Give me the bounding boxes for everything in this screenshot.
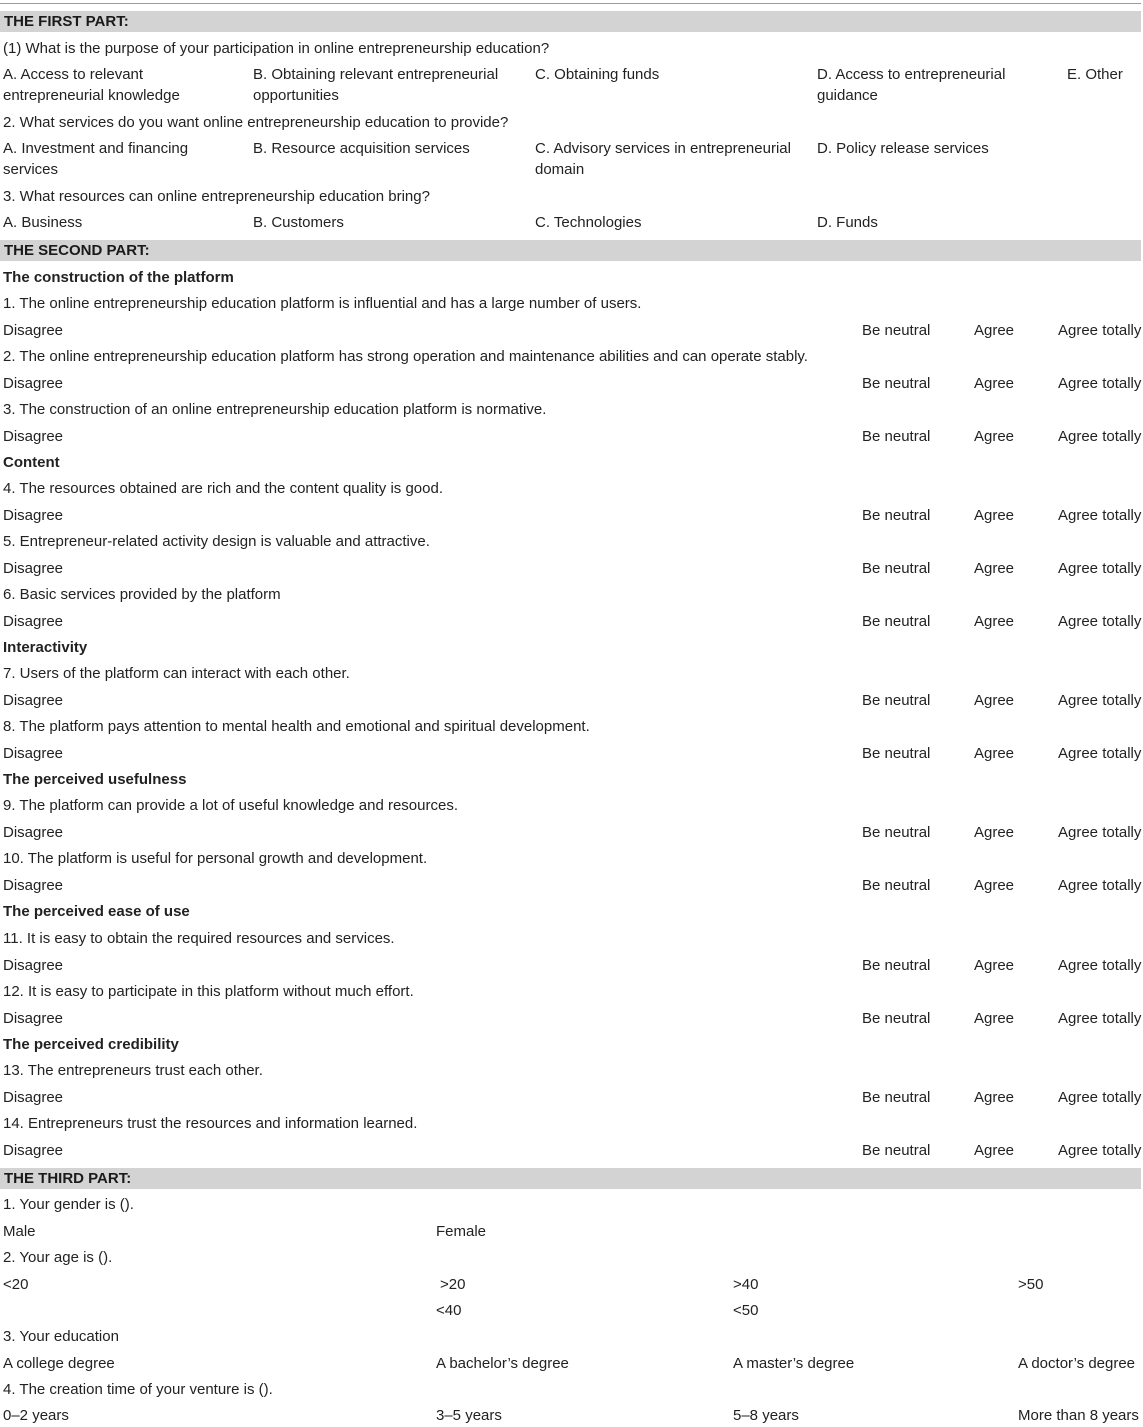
scale-agree: Agree <box>974 507 1015 524</box>
scale-agree-totally: Agree totally <box>1058 1089 1142 1106</box>
scale-disagree: Disagree <box>3 692 64 709</box>
question-text: 10. The platform is useful for personal growth and development. <box>3 850 428 867</box>
scale-disagree: Disagree <box>3 375 64 392</box>
scale-agree: Agree <box>974 957 1015 974</box>
education-option-master: A master’s degree <box>733 1355 855 1372</box>
scale-agree-totally: Agree totally <box>1058 375 1142 392</box>
age-option-under-40: <40 <box>436 1302 462 1319</box>
scale-be-neutral: Be neutral <box>862 692 931 709</box>
scale-disagree: Disagree <box>3 745 64 762</box>
scale-agree-totally: Agree totally <box>1058 957 1142 974</box>
question-text: 8. The platform pays attention to mental health and emotional and spiritual development. <box>3 718 590 735</box>
part1-q3-text: 3. What resources can online entrepreneurship education bring? <box>3 188 430 205</box>
age-option-under-50: <50 <box>733 1302 759 1319</box>
top-rule <box>0 3 1141 4</box>
part1-q1-option-e: E. Other <box>1067 66 1123 83</box>
section-title: The perceived credibility <box>3 1036 179 1053</box>
part2-header: THE SECOND PART: <box>0 240 1141 261</box>
age-option-over-40: >40 <box>733 1276 759 1293</box>
question-text: 12. It is easy to participate in this platform without much effort. <box>3 983 414 1000</box>
question-text: 3. The construction of an online entrepreneurship education platform is normative. <box>3 401 547 418</box>
part3-q1-text: 1. Your gender is (). <box>3 1196 134 1213</box>
scale-agree: Agree <box>974 613 1015 630</box>
question-text: 7. Users of the platform can interact with each other. <box>3 665 350 682</box>
question-text: 11. It is easy to obtain the required resources and services. <box>3 930 395 947</box>
scale-be-neutral: Be neutral <box>862 745 931 762</box>
scale-agree-totally: Agree totally <box>1058 877 1142 894</box>
scale-agree-totally: Agree totally <box>1058 692 1142 709</box>
age-option-over-50: >50 <box>1018 1276 1044 1293</box>
part3-header: THE THIRD PART: <box>0 1168 1141 1189</box>
part1-q3-option-a: A. Business <box>3 214 83 231</box>
venture-option-8-plus: More than 8 years <box>1018 1407 1139 1424</box>
scale-agree: Agree <box>974 428 1015 445</box>
part1-q3-option-b: B. Customers <box>253 214 344 231</box>
scale-agree: Agree <box>974 877 1015 894</box>
scale-agree: Agree <box>974 375 1015 392</box>
scale-agree-totally: Agree totally <box>1058 560 1142 577</box>
scale-disagree: Disagree <box>3 1142 64 1159</box>
question-text: 14. Entrepreneurs trust the resources and information learned. <box>3 1115 418 1132</box>
part1-q1-option-a: A. Access to relevant entrepreneurial knowledge <box>3 66 180 104</box>
scale-agree-totally: Agree totally <box>1058 428 1142 445</box>
scale-be-neutral: Be neutral <box>862 877 931 894</box>
part1-q2-option-a: A. Investment and financing services <box>3 140 189 178</box>
part1-q1-text: (1) What is the purpose of your participation in online entrepreneurship education? <box>3 40 550 57</box>
part1-q1-option-c: C. Obtaining funds <box>535 66 660 83</box>
scale-agree: Agree <box>974 560 1015 577</box>
part3-q3-text: 3. Your education <box>3 1328 119 1345</box>
scale-agree-totally: Agree totally <box>1058 1142 1142 1159</box>
section-title: Interactivity <box>3 639 88 656</box>
gender-option-female: Female <box>436 1223 487 1240</box>
part1-q3-option-c: C. Technologies <box>535 214 642 231</box>
scale-agree-totally: Agree totally <box>1058 1010 1142 1027</box>
scale-be-neutral: Be neutral <box>862 957 931 974</box>
part1-q1-option-b: B. Obtaining relevant entrepreneurial opportunities <box>253 66 499 104</box>
scale-disagree: Disagree <box>3 877 64 894</box>
age-option-under-20: <20 <box>3 1276 29 1293</box>
question-text: 5. Entrepreneur-related activity design is valuable and attractive. <box>3 533 430 550</box>
scale-agree: Agree <box>974 745 1015 762</box>
scale-disagree: Disagree <box>3 507 64 524</box>
part1-q3-option-d: D. Funds <box>817 214 878 231</box>
scale-be-neutral: Be neutral <box>862 1010 931 1027</box>
part1-q2-text: 2. What services do you want online entrepreneurship education to provide? <box>3 114 509 131</box>
part3-q4-text: 4. The creation time of your venture is (). <box>3 1381 273 1398</box>
scale-be-neutral: Be neutral <box>862 1089 931 1106</box>
scale-disagree: Disagree <box>3 428 64 445</box>
scale-disagree: Disagree <box>3 613 64 630</box>
scale-be-neutral: Be neutral <box>862 375 931 392</box>
scale-agree: Agree <box>974 322 1015 339</box>
venture-option-3-5: 3–5 years <box>436 1407 502 1424</box>
question-text: 2. The online entrepreneurship education platform has strong operation and maintenance abilities and can operate stably. <box>3 348 808 365</box>
scale-agree: Agree <box>974 1010 1015 1027</box>
scale-agree-totally: Agree totally <box>1058 507 1142 524</box>
scale-disagree: Disagree <box>3 1089 64 1106</box>
part1-q1-option-d: D. Access to entrepreneurial guidance <box>817 66 1006 104</box>
scale-agree: Agree <box>974 1089 1015 1106</box>
scale-be-neutral: Be neutral <box>862 322 931 339</box>
part3-q2-text: 2. Your age is (). <box>3 1249 113 1266</box>
scale-disagree: Disagree <box>3 957 64 974</box>
scale-agree-totally: Agree totally <box>1058 613 1142 630</box>
education-option-doctor: A doctor’s degree <box>1018 1355 1136 1372</box>
venture-option-0-2: 0–2 years <box>3 1407 69 1424</box>
scale-agree-totally: Agree totally <box>1058 824 1142 841</box>
section-title: The perceived ease of use <box>3 903 190 920</box>
age-option-over-20: >20 <box>440 1276 466 1293</box>
part1-q2-option-d: D. Policy release services <box>817 140 989 157</box>
scale-be-neutral: Be neutral <box>862 428 931 445</box>
section-title: The perceived usefulness <box>3 771 187 788</box>
scale-be-neutral: Be neutral <box>862 824 931 841</box>
question-text: 4. The resources obtained are rich and the content quality is good. <box>3 480 444 497</box>
scale-be-neutral: Be neutral <box>862 613 931 630</box>
scale-disagree: Disagree <box>3 560 64 577</box>
section-title: Content <box>3 454 60 471</box>
education-option-college: A college degree <box>3 1355 115 1372</box>
part1-q2-option-c: C. Advisory services in entrepreneurial domain <box>535 140 791 178</box>
scale-agree-totally: Agree totally <box>1058 745 1142 762</box>
scale-be-neutral: Be neutral <box>862 507 931 524</box>
section-title: The construction of the platform <box>3 269 234 286</box>
scale-disagree: Disagree <box>3 1010 64 1027</box>
question-text: 9. The platform can provide a lot of useful knowledge and resources. <box>3 797 458 814</box>
scale-agree-totally: Agree totally <box>1058 322 1142 339</box>
scale-disagree: Disagree <box>3 824 64 841</box>
part1-header: THE FIRST PART: <box>0 11 1141 32</box>
question-text: 6. Basic services provided by the platform <box>3 586 281 603</box>
question-text: 13. The entrepreneurs trust each other. <box>3 1062 263 1079</box>
part1-q2-option-b: B. Resource acquisition services <box>253 140 470 157</box>
question-text: 1. The online entrepreneurship education platform is influential and has a large number of users. <box>3 295 642 312</box>
gender-option-male: Male <box>3 1223 36 1240</box>
venture-option-5-8: 5–8 years <box>733 1407 799 1424</box>
education-option-bachelor: A bachelor’s degree <box>436 1355 569 1372</box>
scale-agree: Agree <box>974 1142 1015 1159</box>
scale-be-neutral: Be neutral <box>862 1142 931 1159</box>
scale-be-neutral: Be neutral <box>862 560 931 577</box>
scale-agree: Agree <box>974 824 1015 841</box>
scale-disagree: Disagree <box>3 322 64 339</box>
scale-agree: Agree <box>974 692 1015 709</box>
